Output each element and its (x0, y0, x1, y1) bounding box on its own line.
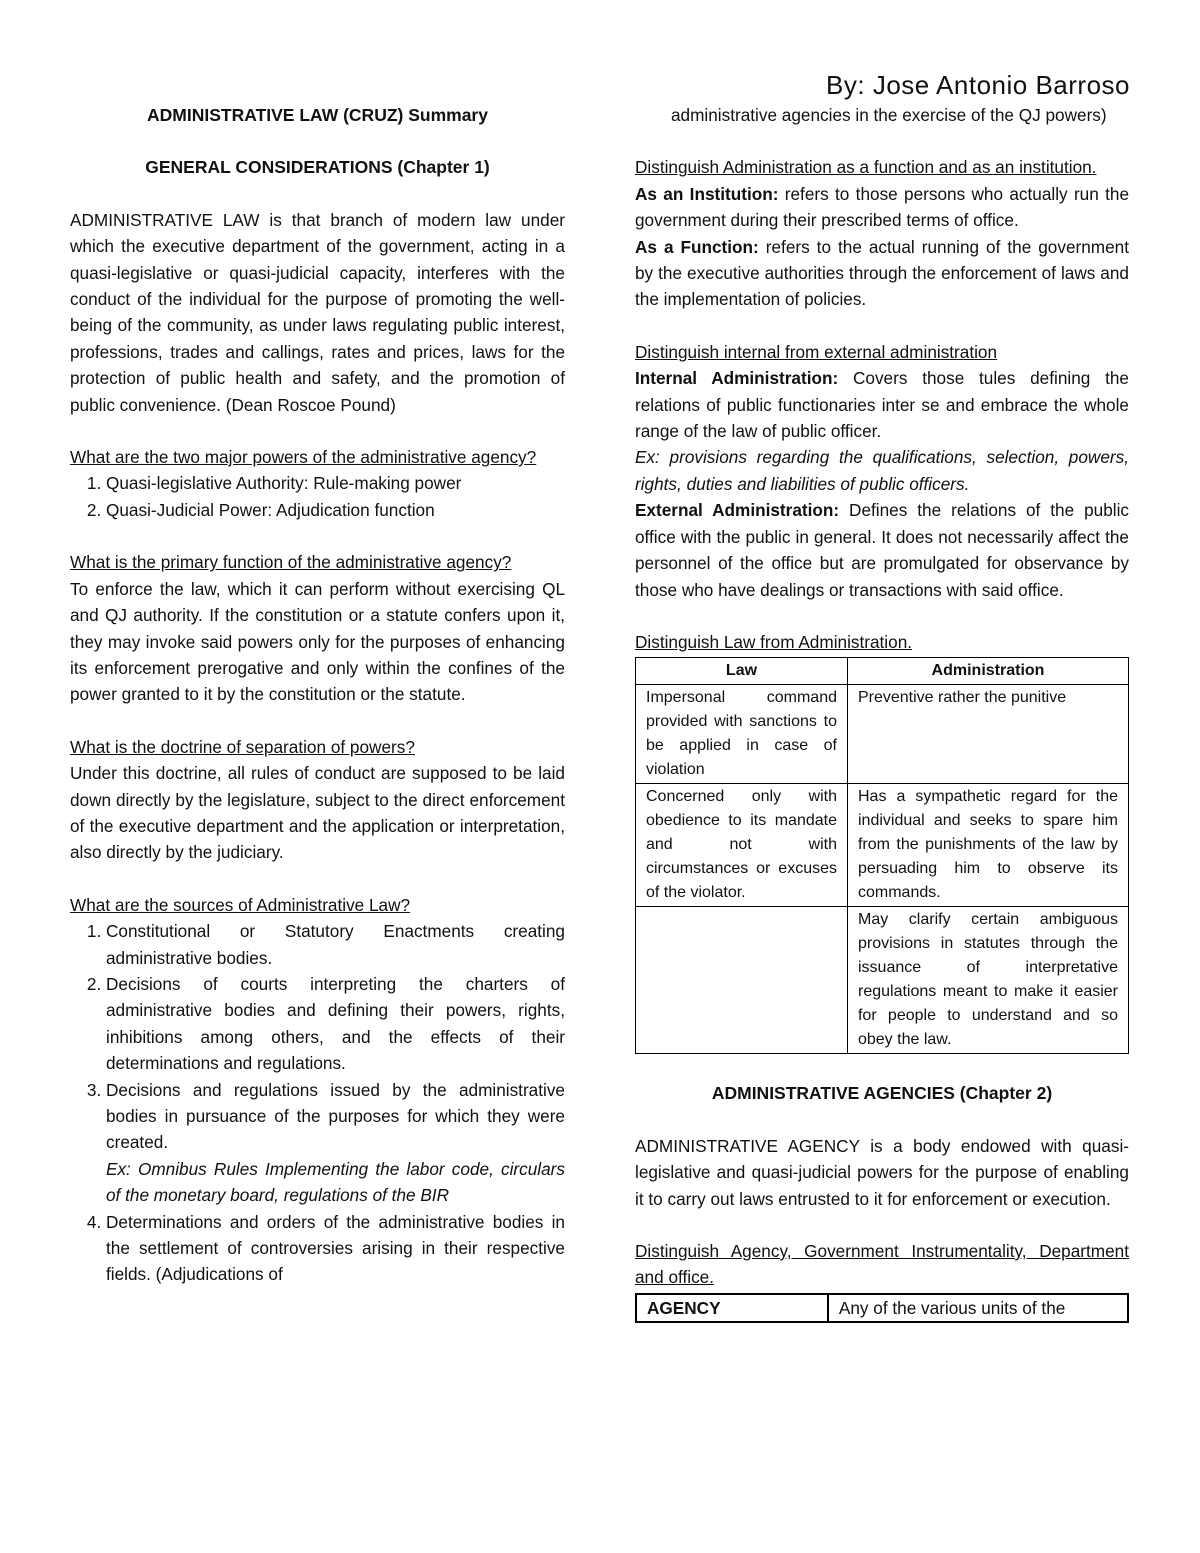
question-separation-of-powers: What is the doctrine of separation of powers? (70, 736, 415, 757)
table-cell: Impersonal command provided with sanctions to be applied in case of violation (636, 685, 848, 784)
admin-law-definition: ADMINISTRATIVE LAW is that branch of modern law under which the executive department of the government, acting in a quasi-legislative or quasi-judicial capacity, interferes with the conduct of the individual for the purpose of promoting the well-being of the community, as under laws regulating public interest, professions, trades and callings, rates and prices, laws for the protection of public health and safety, and the promotion of public convenience. (Dean Roscoe Pound) (70, 209, 565, 415)
term-label: As an Institution: (635, 183, 779, 204)
answer-separation-of-powers: Under this doctrine, all rules of conduct are supposed to be laid down directly by the legislature, subject to the direct enforcement of the executive department and the application or interpretation, also directly by the judiciary. (70, 763, 565, 863)
table-row (636, 784, 1129, 907)
table-row (636, 685, 1129, 784)
term-label: Internal Administration: (635, 368, 839, 389)
list-item: 2. Decisions of courts interpreting the charters of administrative bodies and defining their powers, rights, inhibitions among others, and the effects of their determinations and regulations. (106, 971, 565, 1077)
admin-agency-definition: ADMINISTRATIVE AGENCY is a body endowed with quasi-legislative and quasi-judicial powers for the purpose of enabling it to carry out laws entrusted to it for enforcement or execution. (635, 1135, 1129, 1209)
heading-function-institution: Distinguish Administration as a function and as an institution. (635, 157, 1097, 178)
right-column (635, 102, 1129, 1323)
term-label: External Administration: (635, 500, 840, 521)
chapter-1-heading: GENERAL CONSIDERATIONS (Chapter 1) (145, 157, 490, 178)
powers-list (70, 470, 565, 523)
question-sources: What are the sources of Administrative Law? (70, 894, 411, 915)
term-text: refers to those persons who actually run the government during their prescribed terms of office. (635, 183, 1130, 231)
chapter-2-heading: ADMINISTRATIVE AGENCIES (Chapter 2) (711, 1083, 1053, 1104)
left-column (70, 102, 565, 1288)
heading-agency-distinctions: Distinguish Agency, Government Instrumentality, Department and office. (635, 1240, 1129, 1288)
table-row (636, 907, 1129, 1054)
institution-paragraph (635, 181, 1129, 234)
internal-paragraph (635, 365, 1129, 444)
sources-list (70, 918, 565, 1288)
agency-term: AGENCY (636, 1294, 828, 1322)
internal-example: Ex: provisions regarding the qualifications, selection, powers, rights, duties and liabilities of public officers. (635, 447, 1129, 494)
function-paragraph (635, 234, 1129, 313)
table-row (636, 1294, 1128, 1322)
continued-text: administrative agencies in the exercise of the QJ powers) (671, 105, 1107, 125)
list-item: 4. Determinations and orders of the administrative bodies in the settlement of controversies arising in their respective fields. (Adjudications of (106, 1209, 565, 1288)
table-cell: Preventive rather the punitive (847, 685, 1128, 784)
document-title: ADMINISTRATIVE LAW (CRUZ) Summary (147, 105, 488, 125)
term-text: Covers those tules defining the relations of public functionaries inter se and embrace the whole range of the law of public officer. (635, 368, 1129, 442)
law-vs-administration-table (635, 657, 1129, 1054)
table-cell: May clarify certain ambiguous provisions in statutes through the issuance of interpretative regulations meant to make it easier for people to understand and so obey the law. (847, 907, 1128, 1054)
agency-definition: Any of the various units of the (828, 1294, 1128, 1322)
term-text: refers to the actual running of the government by the executive authorities through the enforcement of laws and the implementation of policies. (635, 236, 1129, 310)
table-cell (636, 907, 848, 1054)
column-header-law: Law (636, 658, 848, 685)
question-two-powers: What are the two major powers of the administrative agency? (70, 447, 537, 468)
list-item-text: Decisions and regulations issued by the administrative bodies in pursuance of the purposes for which they were created. (106, 1079, 565, 1153)
answer-primary-function: To enforce the law, which it can perform without exercising QL and QJ authority. If the constitution or a statute confers upon it, they may invoke said powers only for the purposes of enhancing its enforcement prerogative and only within the confines of the power granted to it by the constitution or the statute. (70, 578, 565, 705)
heading-internal-external: Distinguish internal from external administration (635, 341, 998, 362)
author-line: By: Jose Antonio Barroso (826, 70, 1130, 100)
question-primary-function: What is the primary function of the administrative agency? (70, 552, 512, 573)
list-item: 1. Constitutional or Statutory Enactments creating administrative bodies. (106, 918, 565, 971)
external-paragraph (635, 497, 1129, 603)
term-text: Defines the relations of the public office with the public in general. It does not necessarily affect the personnel of the office but are promulgated for observance by those who have dealings or transactions with said office. (635, 500, 1129, 600)
list-item (106, 1077, 565, 1209)
heading-law-administration: Distinguish Law from Administration. (635, 631, 913, 652)
column-header-administration: Administration (847, 658, 1128, 685)
agency-table (635, 1293, 1129, 1323)
list-item: 2. Quasi-Judicial Power: Adjudication function (106, 497, 565, 523)
table-cell: Has a sympathetic regard for the individual and seeks to spare him from the punishments of the law by persuading him to observe its commands. (847, 784, 1128, 907)
list-item: 1. Quasi-legislative Authority: Rule-making power (106, 470, 565, 496)
term-label: As a Function: (635, 236, 759, 257)
table-header-row (636, 658, 1129, 685)
table-cell: Concerned only with obedience to its mandate and not with circumstances or excuses of the violator. (636, 784, 848, 907)
sources-example: Ex: Omnibus Rules Implementing the labor code, circulars of the monetary board, regulations of the BIR (106, 1158, 565, 1206)
